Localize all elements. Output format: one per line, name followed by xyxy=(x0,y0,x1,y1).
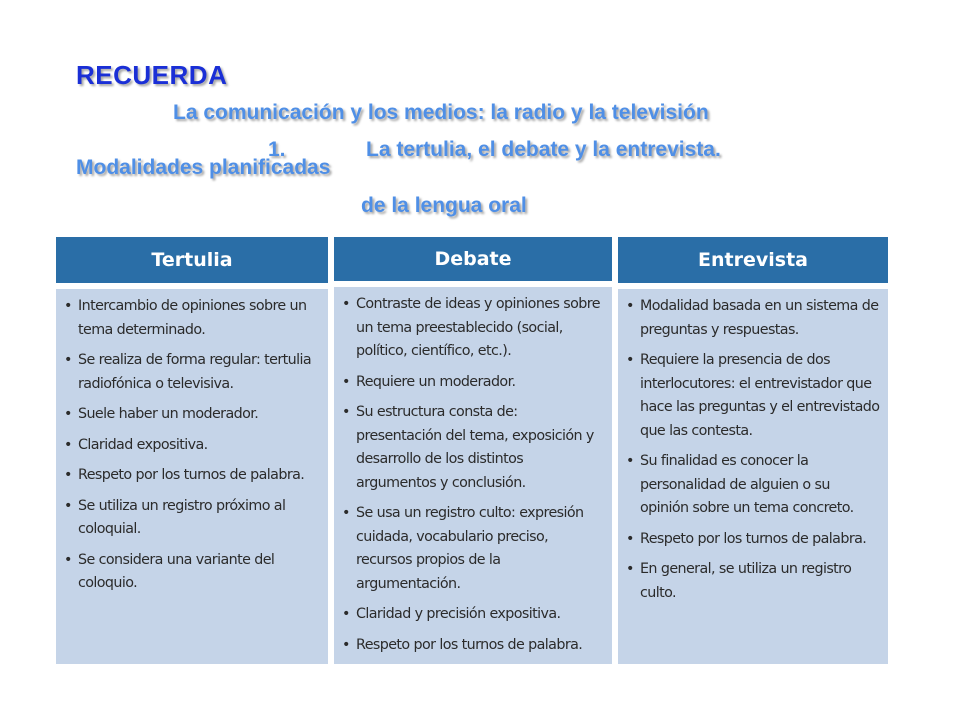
column-body xyxy=(56,289,328,664)
modalidades-heading: Modalidades planificadas xyxy=(76,156,331,179)
column-header: Entrevista xyxy=(618,237,888,289)
column-body xyxy=(618,289,888,664)
column-tertulia xyxy=(56,237,328,664)
column-entrevista xyxy=(618,237,888,664)
list-item: • Se considera una variante del coloquio. xyxy=(60,549,320,596)
bullet-list xyxy=(60,295,320,596)
list-item: • Respeto por los turnos de palabra. xyxy=(60,464,320,488)
list-item: • Suele haber un moderador. xyxy=(60,403,320,427)
list-item: • Respeto por los turnos de palabra. xyxy=(338,634,604,658)
lengua-oral-heading: de la lengua oral xyxy=(361,194,527,217)
list-item: • Se utiliza un registro próximo al coloquial. xyxy=(60,495,320,542)
recuerda-heading: RECUERDA xyxy=(76,60,228,90)
list-item: • Requiere la presencia de dos interlocutores: el entrevistador que hace las preguntas y el entrevistado que las contesta. xyxy=(622,349,880,443)
list-item: • Su finalidad es conocer la personalidad de alguien o su opinión sobre un tema concreto. xyxy=(622,450,880,521)
list-item: • Se usa un registro culto: expresión cuidada, vocabulario preciso, recursos propios de la argumentación. xyxy=(338,502,604,596)
list-item: • Su estructura consta de: presentación del tema, exposición y desarrollo de los distintos argumentos y conclusión. xyxy=(338,401,604,495)
list-item: • Intercambio de opiniones sobre un tema determinado. xyxy=(60,295,320,342)
list-item: • En general, se utiliza un registro culto. xyxy=(622,558,880,605)
list-item: • Contraste de ideas y opiniones sobre un tema preestablecido (social, político, científico, etc.). xyxy=(338,293,604,364)
list-item: • Claridad y precisión expositiva. xyxy=(338,603,604,627)
list-item-title: La tertulia, el debate y la entrevista. xyxy=(366,138,721,161)
comparison-table xyxy=(56,237,888,664)
list-number: 1. xyxy=(268,138,286,161)
slide-subtitle: La comunicación y los medios: la radio y la televisión xyxy=(173,101,709,124)
column-header: Debate xyxy=(334,237,612,287)
list-item: • Claridad expositiva. xyxy=(60,434,320,458)
list-item: • Se realiza de forma regular: tertulia radiofónica o televisiva. xyxy=(60,349,320,396)
bullet-list xyxy=(622,295,880,605)
column-debate xyxy=(334,237,612,664)
column-body xyxy=(334,287,612,664)
bullet-list xyxy=(338,293,604,657)
list-item: • Requiere un moderador. xyxy=(338,371,604,395)
list-item: • Modalidad basada en un sistema de preguntas y respuestas. xyxy=(622,295,880,342)
column-header: Tertulia xyxy=(56,237,328,289)
list-item: • Respeto por los turnos de palabra. xyxy=(622,528,880,552)
